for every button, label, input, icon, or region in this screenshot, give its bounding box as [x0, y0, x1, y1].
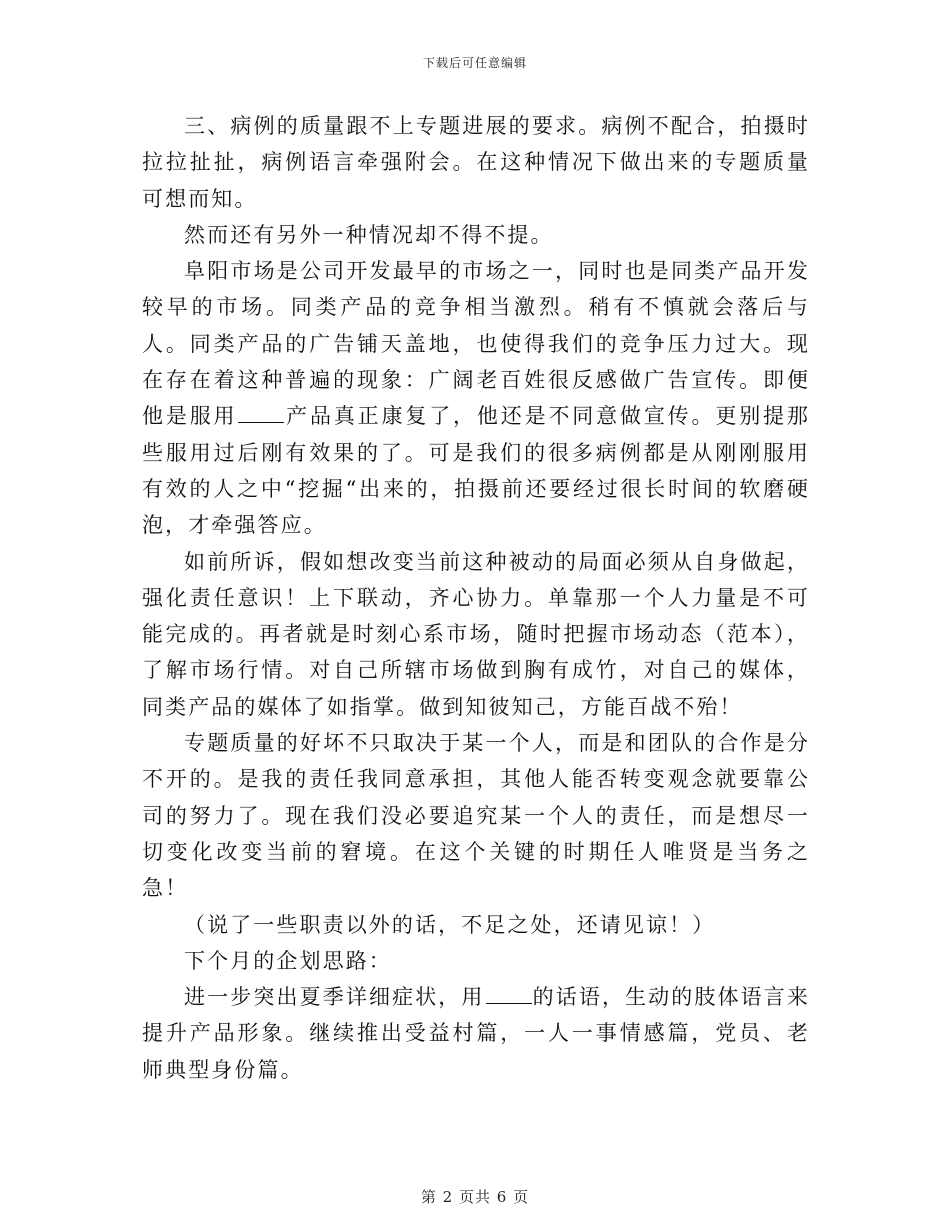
fill-in-blank — [238, 402, 284, 423]
document-body — [142, 108, 810, 1088]
paragraph-quality-issue: 三、病例的质量跟不上专题进展的要求。病例不配合，拍摄时拉拉扯扯，病例语言牵强附会。在这种情况下做出来的专题质量可想而知。 — [142, 114, 810, 211]
paragraph-next-month-plan — [142, 979, 810, 1088]
paragraph-next-month-plan-part2: 的话语，生动的肢体语言来提升产品形象。继续推出受益村篇，一人一事情感篇，党员、老师典型身份篇。 — [142, 985, 810, 1082]
paragraph-apology: （说了一些职责以外的话，不足之处，还请见谅！） — [184, 912, 716, 937]
paragraph-another-situation: 然而还有另外一种情况却不得不提。 — [184, 222, 554, 247]
paragraph-fuyang-market-part1: 阜阳市场是公司开发最早的市场之一，同时也是同类产品开发较早的市场。同类产品的竞争相当激烈。稍有不慎就会落后与人。同类产品的广告铺天盖地，也使得我们的竞争压力过大。现在存在着这种普遍的现象：广阔老百姓很反感做广告宣传。即便他是服用 — [142, 259, 810, 429]
paragraph-fuyang-market — [142, 253, 810, 543]
page-number-footer: 第 2 页共 6 页 — [420, 1188, 530, 1206]
paragraph-fuyang-market-part2: 产品真正康复了，他还是不同意做宣传。更别提那些服用过后刚有效果的了。可是我们的很多病例都是从刚刚服用有效的人之中“挖掘“出来的，拍摄前还要经过很长时间的软磨硬泡，才牵强答应。 — [142, 404, 810, 538]
paragraph-change-situation: 如前所诉，假如想改变当前这种被动的局面必须从自身做起，强化责任意识！上下联动，齐心协力。单靠那一个人力量是不可能完成的。再者就是时刻心系市场，随时把握市场动态（范本），了解市场行情。对自己所辖市场做到胸有成竹，对自己的媒体，同类产品的媒体了如指掌。做到知彼知己，方能百战不殆！ — [142, 549, 810, 719]
fill-in-blank — [486, 983, 532, 1004]
paragraph-next-month-heading: 下个月的企划思路： — [184, 948, 392, 973]
paragraph-team-responsibility: 专题质量的好坏不只取决于某一个人，而是和团队的合作是分不开的。是我的责任我同意承担，其他人能否转变观念就要靠公司的努力了。现在我们没必要追究某一个人的责任，而是想尽一切变化改变当前的窘境。在这个关键的时期任人唯贤是当务之急！ — [142, 731, 810, 901]
paragraph-next-month-plan-part1: 进一步突出夏季详细症状，用 — [184, 985, 485, 1010]
page-header: 下载后可任意编辑 — [422, 56, 527, 70]
